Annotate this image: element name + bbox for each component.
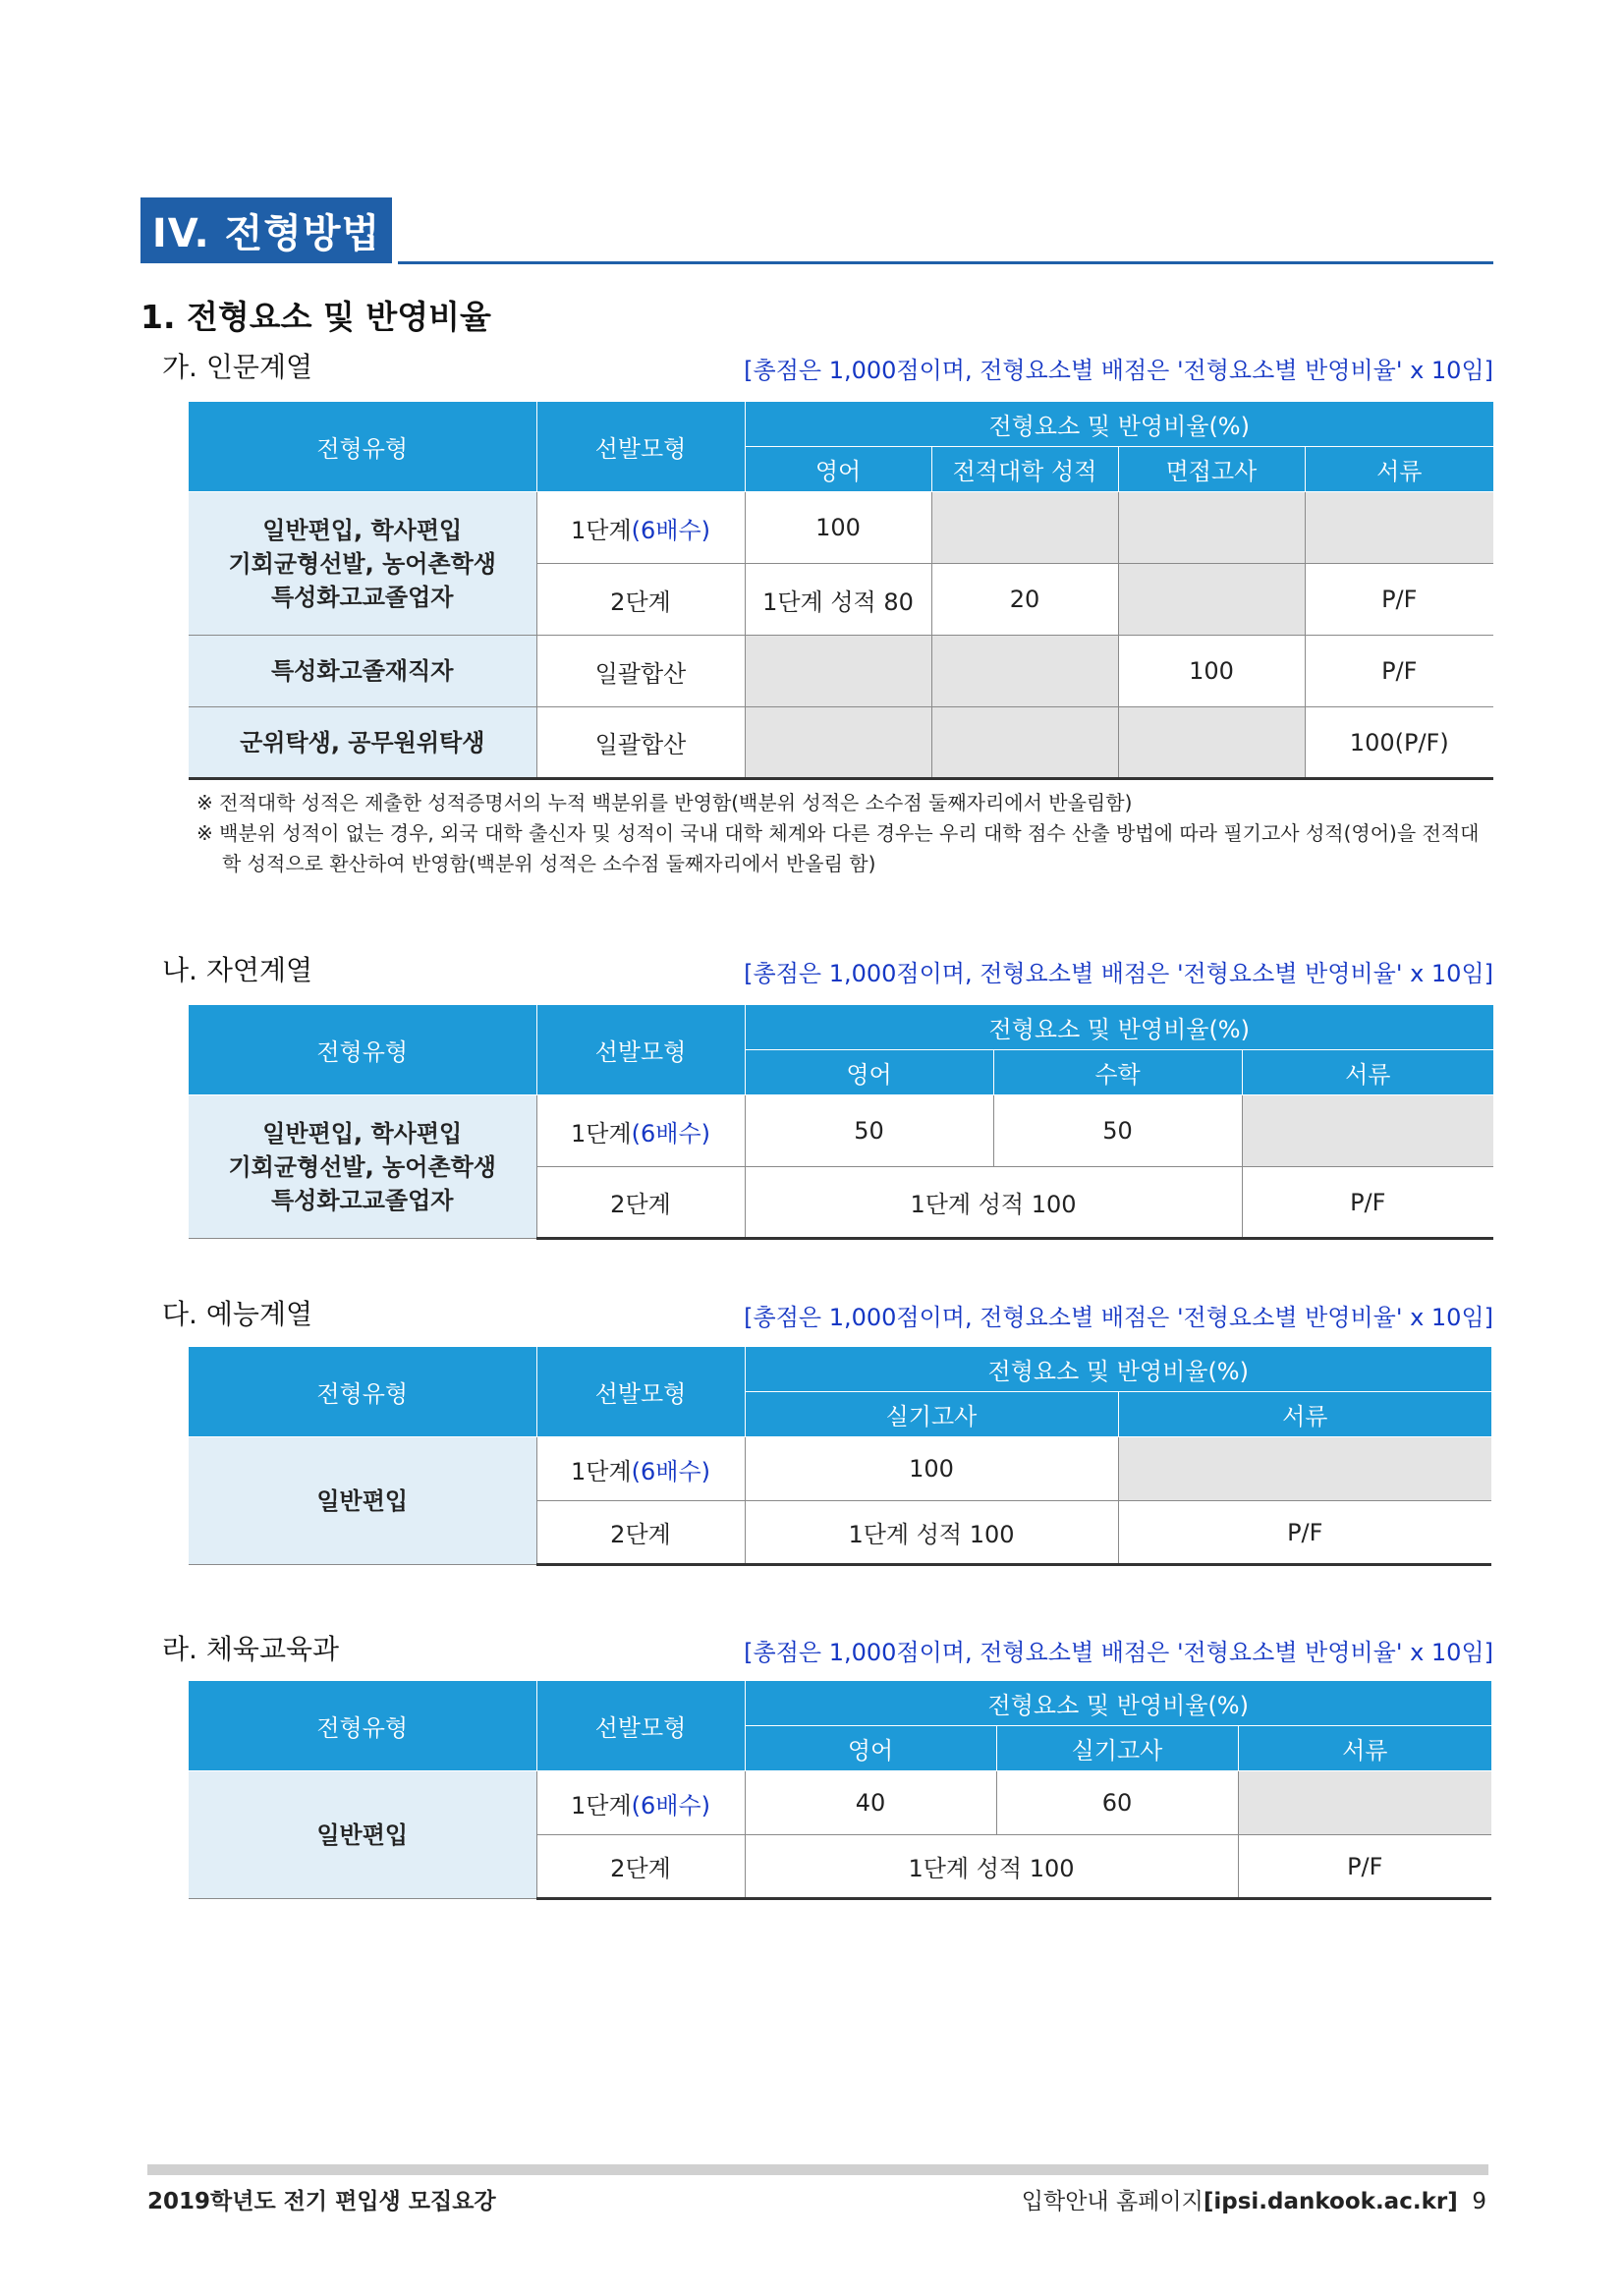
col-practical: 실기고사 xyxy=(996,1726,1238,1771)
humanities-table xyxy=(189,401,1493,780)
type-cell: 군위탁생, 공무원위탁생 xyxy=(189,707,536,779)
chapter-title: IV. 전형방법 xyxy=(140,197,392,263)
type-cell: 일반편입 xyxy=(189,1771,536,1899)
stage-cell: 일괄합산 xyxy=(536,707,745,779)
value-cell: 50 xyxy=(993,1095,1242,1167)
pe-title: 라. 체육교육과 xyxy=(162,1633,340,1665)
stage-cell: 2단계 xyxy=(536,564,745,636)
value-cell: P/F xyxy=(1118,1501,1491,1565)
footer-url[interactable]: [ipsi.dankook.ac.kr] xyxy=(1203,2189,1458,2214)
col-practical: 실기고사 xyxy=(745,1392,1118,1437)
type-cell: 일반편입 xyxy=(189,1437,536,1565)
science-title: 나. 자연계열 xyxy=(162,954,313,986)
value-cell: 20 xyxy=(931,564,1118,636)
arts-title: 다. 예능계열 xyxy=(162,1298,313,1330)
value-cell: 100 xyxy=(745,492,931,564)
stage-cell: 1단계(6배수) xyxy=(536,1095,745,1167)
header-elements: 전형요소 및 반영비율(%) xyxy=(745,1347,1491,1392)
col-documents: 서류 xyxy=(1242,1050,1493,1095)
header-elements: 전형요소 및 반영비율(%) xyxy=(745,1681,1491,1726)
value-cell: 100 xyxy=(745,1437,1118,1501)
col-documents: 서류 xyxy=(1118,1392,1491,1437)
header-elements: 전형요소 및 반영비율(%) xyxy=(745,402,1493,447)
col-documents: 서류 xyxy=(1238,1726,1491,1771)
footnote: ※ 전적대학 성적은 제출한 성적증명서의 누적 백분위를 반영함(백분위 성적은 소수점 둘째자리에서 반올림함) xyxy=(196,791,1133,814)
humanities-title: 가. 인문계열 xyxy=(162,351,313,383)
header-type: 전형유형 xyxy=(189,1005,536,1095)
footer-doc-title: 2019학년도 전기 편입생 모집요강 xyxy=(147,2189,496,2214)
pe-ratio-note: [총점은 1,000점이며, 전형요소별 배점은 '전형요소별 반영비율' x 10임] xyxy=(744,1639,1493,1666)
type-cell: 특성화고졸재직자 xyxy=(189,636,536,707)
value-cell: 60 xyxy=(996,1771,1238,1835)
arts-ratio-note: [총점은 1,000점이며, 전형요소별 배점은 '전형요소별 반영비율' x 10임] xyxy=(744,1304,1493,1331)
section-title: 1. 전형요소 및 반영비율 xyxy=(140,298,491,336)
type-cell: 일반편입, 학사편입 기회균형선발, 농어촌학생 특성화고교졸업자 xyxy=(189,1095,536,1239)
col-documents: 서류 xyxy=(1305,447,1493,492)
col-interview: 면접고사 xyxy=(1118,447,1305,492)
header-type: 전형유형 xyxy=(189,1347,536,1437)
value-cell: 1단계 성적 100 xyxy=(745,1501,1118,1565)
header-model: 선발모형 xyxy=(536,402,745,492)
header-model: 선발모형 xyxy=(536,1005,745,1095)
value-cell: 1단계 성적 80 xyxy=(745,564,931,636)
footer-site-label: 입학안내 홈페이지 xyxy=(1021,2189,1204,2214)
stage-cell: 1단계(6배수) xyxy=(536,492,745,564)
header-elements: 전형요소 및 반영비율(%) xyxy=(745,1005,1493,1050)
footnote: ※ 백분위 성적이 없는 경우, 외국 대학 출신자 및 성적이 국내 대학 체계와 다른 경우는 우리 대학 점수 산출 방법에 따라 필기고사 성적(영어)을 전적대학 성적으로 환산하여 반영함(백분위 성적은 소수점 둘째자리에서 반올림 함) xyxy=(196,821,1480,875)
value-cell: 50 xyxy=(745,1095,993,1167)
value-cell: 40 xyxy=(745,1771,996,1835)
stage-cell: 2단계 xyxy=(536,1835,745,1899)
pe-table xyxy=(189,1680,1491,1900)
stage-cell: 1단계(6배수) xyxy=(536,1771,745,1835)
stage-cell: 2단계 xyxy=(536,1501,745,1565)
value-cell: 100 xyxy=(1118,636,1305,707)
header-type: 전형유형 xyxy=(189,1681,536,1771)
header-model: 선발모형 xyxy=(536,1681,745,1771)
col-prior-grade: 전적대학 성적 xyxy=(931,447,1118,492)
science-table xyxy=(189,1004,1493,1240)
col-english: 영어 xyxy=(745,447,931,492)
value-cell: P/F xyxy=(1305,636,1493,707)
footer-bar xyxy=(147,2164,1488,2175)
header-model: 선발모형 xyxy=(536,1347,745,1437)
chapter-divider xyxy=(398,261,1493,264)
type-cell: 일반편입, 학사편입 기회균형선발, 농어촌학생 특성화고교졸업자 xyxy=(189,492,536,636)
stage-cell: 1단계(6배수) xyxy=(536,1437,745,1501)
arts-table xyxy=(189,1346,1491,1566)
value-cell: 1단계 성적 100 xyxy=(745,1167,1242,1239)
science-ratio-note: [총점은 1,000점이며, 전형요소별 배점은 '전형요소별 반영비율' x 10임] xyxy=(744,960,1493,987)
col-english: 영어 xyxy=(745,1050,993,1095)
value-cell: P/F xyxy=(1242,1167,1493,1239)
header-type: 전형유형 xyxy=(189,402,536,492)
stage-cell: 일괄합산 xyxy=(536,636,745,707)
col-math: 수학 xyxy=(993,1050,1242,1095)
stage-cell: 2단계 xyxy=(536,1167,745,1239)
value-cell: P/F xyxy=(1238,1835,1491,1899)
value-cell: 1단계 성적 100 xyxy=(745,1835,1238,1899)
value-cell: 100(P/F) xyxy=(1305,707,1493,779)
humanities-ratio-note: [총점은 1,000점이며, 전형요소별 배점은 '전형요소별 반영비율' x 10임] xyxy=(744,357,1493,384)
footnotes xyxy=(196,788,1493,879)
page-number: 9 xyxy=(1472,2189,1486,2214)
value-cell: P/F xyxy=(1305,564,1493,636)
footer-site xyxy=(1022,2183,1486,2215)
col-english: 영어 xyxy=(745,1726,996,1771)
